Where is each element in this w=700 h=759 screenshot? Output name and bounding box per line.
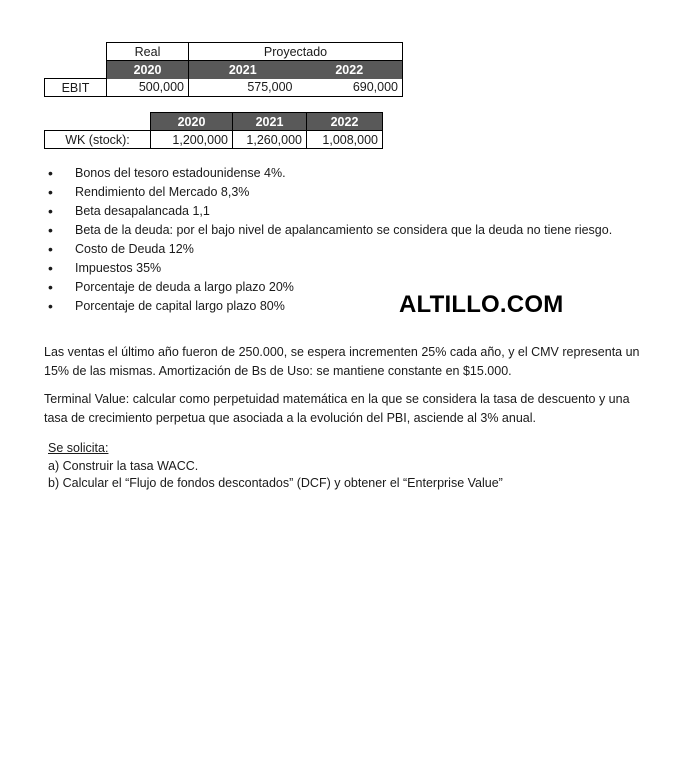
- bullet-icon: •: [48, 241, 53, 257]
- bullet-icon: •: [48, 279, 53, 295]
- watermark-logo: ALTILLO.COM: [399, 291, 564, 318]
- ebit-2020: 500,000: [107, 79, 189, 97]
- list-item: • Costo de Deuda 12%: [48, 241, 194, 257]
- ebit-2021: 575,000: [189, 79, 297, 97]
- list-item: • Beta de la deuda: por el bajo nivel de apalancamiento se considera que la deuda no tiene riesgo.: [48, 222, 613, 238]
- ebit-2022: 690,000: [297, 79, 403, 97]
- wk-2020: 1,200,000: [151, 131, 233, 149]
- list-item: • Beta desapalancada 1,1: [48, 203, 210, 219]
- wk-2022: 1,008,000: [307, 131, 383, 149]
- list-item: • Rendimiento del Mercado 8,3%: [48, 184, 250, 200]
- request-title: Se solicita:: [48, 441, 109, 455]
- bullet-icon: •: [48, 184, 53, 200]
- wk-year-2020: 2020: [151, 113, 233, 131]
- year-2022: 2022: [297, 61, 403, 79]
- wk-table: [44, 112, 383, 149]
- sales-paragraph: Las ventas el último año fueron de 250.000, se espera incrementen 25% cada año, y el CMV representa un 15% de las mismas. Amortización de Bs de Uso: se mantiene constante en $15.000.: [44, 345, 640, 378]
- list-item: • Porcentaje de deuda a largo plazo 20%: [48, 279, 294, 295]
- row-label-ebit: EBIT: [45, 79, 107, 97]
- year-2020: 2020: [107, 61, 189, 79]
- request-section: [48, 440, 503, 493]
- list-item: • Bonos del tesoro estadounidense 4%.: [48, 165, 286, 181]
- bullet-icon: •: [48, 260, 53, 276]
- bullet-icon: •: [48, 222, 53, 238]
- year-2021: 2021: [189, 61, 297, 79]
- header-proyectado: Proyectado: [189, 43, 403, 61]
- row-label-wk: WK (stock):: [45, 131, 151, 149]
- bullet-icon: •: [48, 165, 53, 181]
- bullet-icon: •: [48, 298, 53, 314]
- list-item: • Porcentaje de capital largo plazo 80%: [48, 298, 285, 314]
- bullet-icon: •: [48, 203, 53, 219]
- header-real: Real: [107, 43, 189, 61]
- wk-2021: 1,260,000: [233, 131, 307, 149]
- list-item: • Impuestos 35%: [48, 260, 162, 276]
- ebit-table: [44, 42, 403, 97]
- wk-year-2021: 2021: [233, 113, 307, 131]
- request-item-b: b) Calcular el “Flujo de fondos descontados” (DCF) y obtener el “Enterprise Value”: [48, 476, 503, 490]
- terminal-value-paragraph: Terminal Value: calcular como perpetuidad matemática en la que se considera la tasa de descuento y una tasa de crecimiento perpetua que asociada a la evolución del PBI, asciende al 3% anual.: [44, 392, 630, 425]
- request-item-a: a) Construir la tasa WACC.: [48, 458, 199, 473]
- wk-year-2022: 2022: [307, 113, 383, 131]
